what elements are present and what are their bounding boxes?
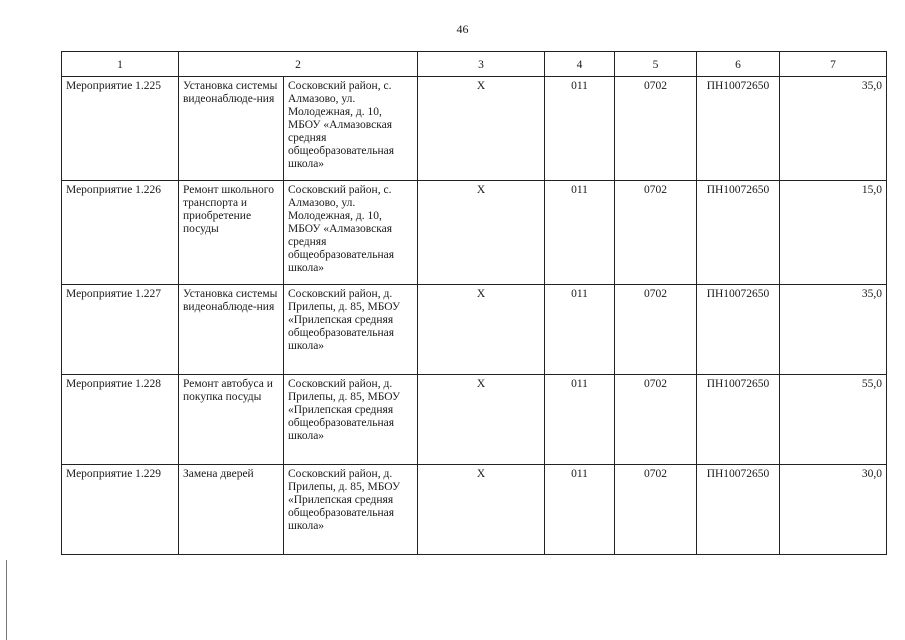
location-cell: Сосковский район, д. Прилепы, д. 85, МБОУ «Прилепская средняя общеобразовательная школа» [284, 375, 418, 465]
location-cell: Сосковский район, д. Прилепы, д. 85, МБОУ «Прилепская средняя общеобразовательная школа» [284, 465, 418, 555]
location-cell: Сосковский район, д. Прилепы, д. 85, МБОУ «Прилепская средняя общеобразовательная школа» [284, 285, 418, 375]
header-col-1: 1 [62, 52, 179, 77]
location-cell: Сосковский район, с. Алмазово, ул. Молодежная, д. 10, МБОУ «Алмазовская средняя общеобразовательная школа» [284, 77, 418, 181]
col3-cell: Х [418, 465, 545, 555]
header-col-7: 7 [780, 52, 887, 77]
col3-cell: Х [418, 375, 545, 465]
header-col-6: 6 [697, 52, 780, 77]
name-cell: Ремонт автобуса и покупка посуды [179, 375, 284, 465]
col7-cell: 35,0 [780, 77, 887, 181]
col6-cell: ПН10072650 [697, 465, 780, 555]
measure-cell: Мероприятие 1.225 [62, 77, 179, 181]
location-cell: Сосковский район, с. Алмазово, ул. Молодежная, д. 10, МБОУ «Алмазовская средняя общеобразовательная школа» [284, 181, 418, 285]
col6-cell: ПН10072650 [697, 181, 780, 285]
col3-cell: Х [418, 77, 545, 181]
header-col-3: 3 [418, 52, 545, 77]
measure-cell: Мероприятие 1.227 [62, 285, 179, 375]
table-row [62, 375, 887, 465]
col7-cell: 55,0 [780, 375, 887, 465]
col6-cell: ПН10072650 [697, 77, 780, 181]
col3-cell: Х [418, 181, 545, 285]
col4-cell: 011 [545, 375, 615, 465]
col4-cell: 011 [545, 181, 615, 285]
name-cell: Установка системы видеонаблюде-ния [179, 77, 284, 181]
col4-cell: 011 [545, 285, 615, 375]
col5-cell: 0702 [615, 465, 697, 555]
name-cell: Установка системы видеонаблюде-ния [179, 285, 284, 375]
budget-table [61, 51, 887, 555]
measure-cell: Мероприятие 1.229 [62, 465, 179, 555]
measure-cell: Мероприятие 1.228 [62, 375, 179, 465]
header-col-5: 5 [615, 52, 697, 77]
measure-cell: Мероприятие 1.226 [62, 181, 179, 285]
col4-cell: 011 [545, 77, 615, 181]
col3-cell: Х [418, 285, 545, 375]
col7-cell: 15,0 [780, 181, 887, 285]
col4-cell: 011 [545, 465, 615, 555]
table-row [62, 77, 887, 181]
header-col-4: 4 [545, 52, 615, 77]
col5-cell: 0702 [615, 77, 697, 181]
table-row [62, 465, 887, 555]
col7-cell: 30,0 [780, 465, 887, 555]
table-row [62, 285, 887, 375]
col7-cell: 35,0 [780, 285, 887, 375]
margin-rule [6, 560, 7, 640]
col6-cell: ПН10072650 [697, 285, 780, 375]
col5-cell: 0702 [615, 375, 697, 465]
name-cell: Ремонт школьного транспорта и приобретение посуды [179, 181, 284, 285]
header-col-2: 2 [179, 52, 418, 77]
header-row [62, 52, 887, 77]
table-row [62, 181, 887, 285]
col6-cell: ПН10072650 [697, 375, 780, 465]
col5-cell: 0702 [615, 285, 697, 375]
col5-cell: 0702 [615, 181, 697, 285]
page-number: 46 [456, 22, 469, 36]
name-cell: Замена дверей [179, 465, 284, 555]
